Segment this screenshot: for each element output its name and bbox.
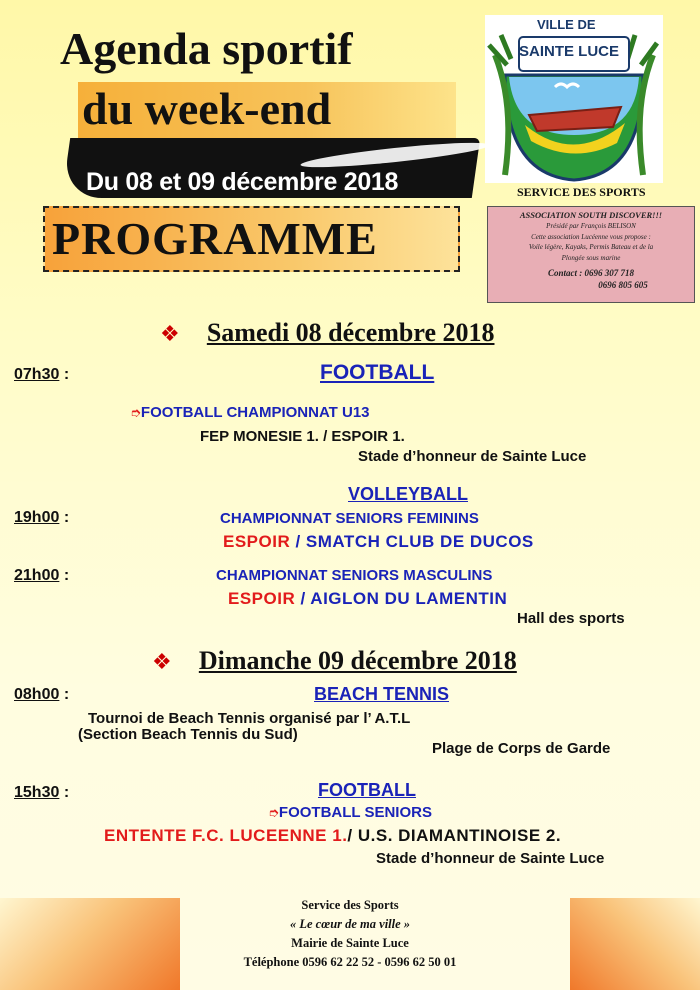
city-emblem-icon bbox=[485, 15, 663, 183]
competition-u13: ➮FOOTBALL CHAMPIONNAT U13 bbox=[130, 404, 370, 421]
time-1530: 15h30 : bbox=[14, 784, 70, 801]
association-contact1: Contact : 0696 307 718 bbox=[547, 268, 634, 278]
beach-desc2: (Section Beach Tennis du Sud) bbox=[78, 726, 298, 743]
sport-football-sun: FOOTBALL bbox=[318, 780, 416, 800]
venue-stade-sat: Stade d’honneur de Sainte Luce bbox=[358, 448, 587, 465]
time-1900: 19h00 : bbox=[14, 509, 70, 526]
event-dates: Du 08 et 09 décembre 2018 bbox=[86, 168, 399, 196]
match-u13: FEP MONESIE 1. / ESPOIR 1. bbox=[200, 428, 405, 445]
sport-volleyball: VOLLEYBALL bbox=[348, 484, 468, 504]
venue-plage: Plage de Corps de Garde bbox=[432, 740, 611, 757]
time-0800: 08h00 : bbox=[14, 686, 70, 703]
association-contact2: 0696 805 605 bbox=[598, 280, 648, 290]
footer-decoration-right bbox=[570, 898, 700, 990]
city-logo bbox=[485, 15, 663, 183]
footer-mairie: Mairie de Sainte Luce bbox=[291, 936, 409, 950]
time-2100: 21h00 : bbox=[14, 567, 70, 584]
match-feminins: ESPOIR / SMATCH CLUB DE DUCOS bbox=[223, 532, 534, 551]
programme-title: PROGRAMME bbox=[52, 213, 378, 264]
competition-masculins: CHAMPIONNAT SENIORS MASCULINS bbox=[216, 567, 493, 584]
arrow-icon: ➮ bbox=[130, 405, 141, 420]
saturday-date: Samedi 08 décembre 2018 bbox=[206, 318, 495, 347]
footer-service: Service des Sports bbox=[301, 898, 399, 912]
sport-beach-tennis: BEACH TENNIS bbox=[314, 684, 450, 704]
logo-caption: SERVICE DES SPORTS bbox=[517, 185, 646, 199]
association-president: Présidé par François BELISON bbox=[546, 222, 636, 230]
association-desc3: Plongée sous marine bbox=[561, 253, 621, 262]
logo-text-name: SAINTE LUCE bbox=[519, 43, 620, 60]
venue-hall: Hall des sports bbox=[517, 610, 625, 627]
sunday-date: Dimanche 09 décembre 2018 bbox=[198, 646, 517, 675]
time-0730: 07h30 : bbox=[14, 366, 70, 383]
saturday-header bbox=[160, 318, 494, 348]
competition-seniors: ➮FOOTBALL SENIORS bbox=[268, 804, 432, 821]
footer bbox=[150, 896, 550, 972]
beach-desc1: Tournoi de Beach Tennis organisé par l’ A.T.L bbox=[88, 710, 411, 727]
association-heading: ASSOCIATION SOUTH DISCOVER!!! bbox=[519, 210, 663, 220]
logo-text-top: VILLE DE bbox=[537, 17, 596, 32]
match-seniors: ENTENTE F.C. LUCEENNE 1./ U.S. DIAMANTINOISE 2. bbox=[104, 826, 562, 845]
diamond-icon: ❖ bbox=[160, 322, 180, 347]
footer-phone: Téléphone 0596 62 22 52 - 0596 62 50 01 bbox=[243, 955, 457, 969]
association-desc1: Cette association Lucéenne vous propose : bbox=[531, 232, 651, 241]
sunday-header bbox=[152, 646, 517, 676]
diamond-icon: ❖ bbox=[152, 650, 172, 675]
arrow-icon: ➮ bbox=[268, 805, 279, 820]
association-desc2: Voile légère, Kayaks, Permis Bateau et de la bbox=[528, 243, 654, 251]
footer-slogan: « Le cœur de ma ville » bbox=[289, 917, 411, 931]
venue-stade-sun: Stade d’honneur de Sainte Luce bbox=[376, 850, 605, 867]
competition-feminins: CHAMPIONNAT SENIORS FEMININS bbox=[220, 510, 479, 527]
page-title-line1: Agenda sportif bbox=[60, 23, 353, 74]
sport-football-sat: FOOTBALL bbox=[320, 361, 435, 384]
association-box bbox=[487, 206, 695, 303]
page-title-line2: du week-end bbox=[82, 83, 332, 134]
match-masculins: ESPOIR / AIGLON DU LAMENTIN bbox=[228, 589, 508, 608]
